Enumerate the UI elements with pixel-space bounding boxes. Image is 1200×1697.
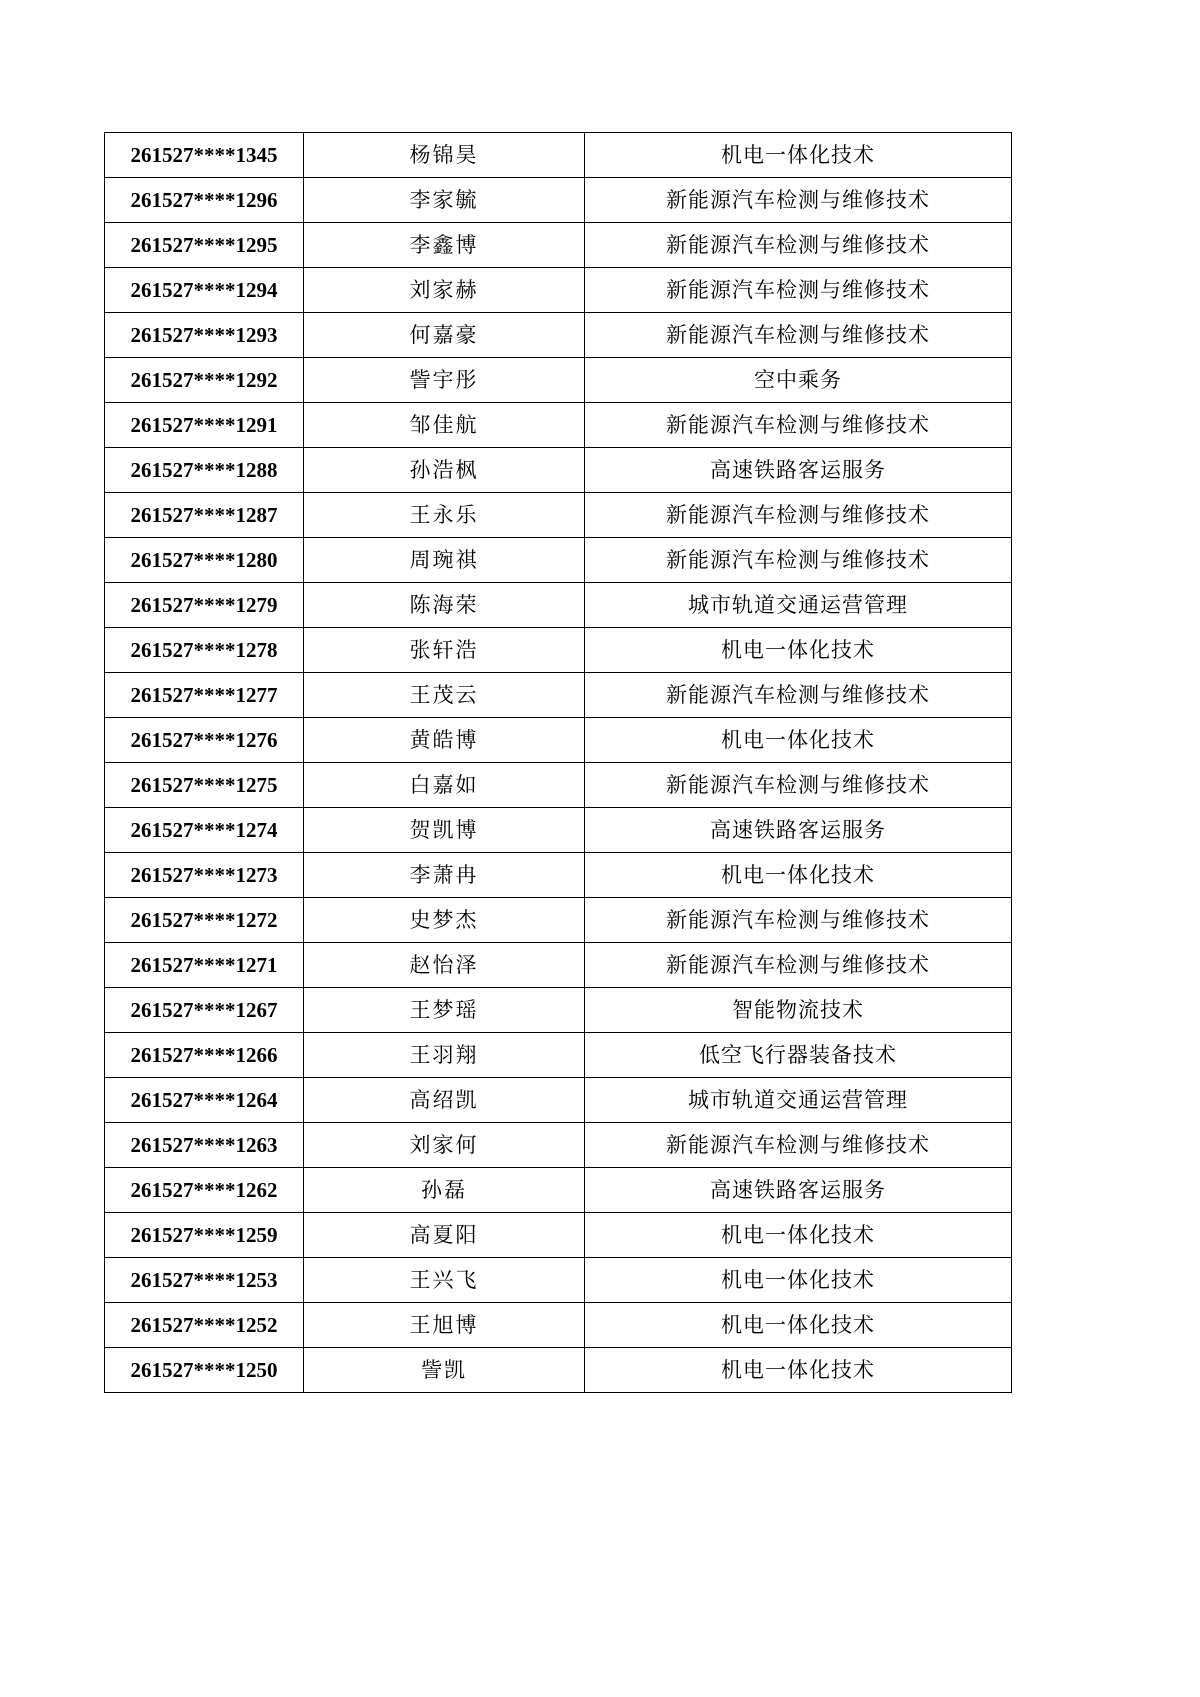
cell-id: 261527****1291 (105, 403, 304, 448)
table-row (105, 223, 1012, 268)
cell-major: 新能源汽车检测与维修技术 (585, 313, 1012, 358)
cell-name: 李鑫博 (304, 223, 585, 268)
cell-id: 261527****1267 (105, 988, 304, 1033)
cell-id: 261527****1295 (105, 223, 304, 268)
cell-id: 261527****1278 (105, 628, 304, 673)
cell-major: 新能源汽车检测与维修技术 (585, 673, 1012, 718)
cell-name: 史梦杰 (304, 898, 585, 943)
table-row (105, 538, 1012, 583)
table-row (105, 1123, 1012, 1168)
cell-id: 261527****1262 (105, 1168, 304, 1213)
cell-major: 机电一体化技术 (585, 718, 1012, 763)
cell-name: 王梦瑶 (304, 988, 585, 1033)
cell-id: 261527****1263 (105, 1123, 304, 1168)
table-row (105, 1213, 1012, 1258)
cell-id: 261527****1273 (105, 853, 304, 898)
cell-name: 白嘉如 (304, 763, 585, 808)
cell-name: 邹佳航 (304, 403, 585, 448)
cell-id: 261527****1279 (105, 583, 304, 628)
table-row (105, 493, 1012, 538)
cell-major: 机电一体化技术 (585, 628, 1012, 673)
roster-table (104, 132, 1012, 1393)
cell-name: 刘家何 (304, 1123, 585, 1168)
cell-name: 杨锦昊 (304, 133, 585, 178)
cell-major: 机电一体化技术 (585, 1348, 1012, 1393)
cell-id: 261527****1259 (105, 1213, 304, 1258)
cell-major: 城市轨道交通运营管理 (585, 583, 1012, 628)
cell-id: 261527****1288 (105, 448, 304, 493)
cell-major: 高速铁路客运服务 (585, 1168, 1012, 1213)
table-row (105, 358, 1012, 403)
cell-name: 訾宇彤 (304, 358, 585, 403)
table-row (105, 313, 1012, 358)
cell-major: 机电一体化技术 (585, 853, 1012, 898)
cell-name: 陈海荣 (304, 583, 585, 628)
table-row (105, 1348, 1012, 1393)
cell-name: 李家毓 (304, 178, 585, 223)
table-row (105, 1303, 1012, 1348)
cell-major: 城市轨道交通运营管理 (585, 1078, 1012, 1123)
cell-name: 高绍凯 (304, 1078, 585, 1123)
cell-id: 261527****1266 (105, 1033, 304, 1078)
table-row (105, 1033, 1012, 1078)
table-row (105, 718, 1012, 763)
table-row (105, 178, 1012, 223)
cell-major: 机电一体化技术 (585, 1303, 1012, 1348)
cell-id: 261527****1274 (105, 808, 304, 853)
cell-name: 王永乐 (304, 493, 585, 538)
cell-id: 261527****1287 (105, 493, 304, 538)
cell-name: 张轩浩 (304, 628, 585, 673)
cell-major: 高速铁路客运服务 (585, 808, 1012, 853)
cell-id: 261527****1292 (105, 358, 304, 403)
cell-major: 新能源汽车检测与维修技术 (585, 898, 1012, 943)
cell-id: 261527****1272 (105, 898, 304, 943)
cell-name: 孙磊 (304, 1168, 585, 1213)
cell-major: 新能源汽车检测与维修技术 (585, 223, 1012, 268)
table-row (105, 1258, 1012, 1303)
cell-id: 261527****1250 (105, 1348, 304, 1393)
cell-id: 261527****1275 (105, 763, 304, 808)
cell-name: 刘家赫 (304, 268, 585, 313)
table-row (105, 448, 1012, 493)
cell-major: 空中乘务 (585, 358, 1012, 403)
cell-name: 高夏阳 (304, 1213, 585, 1258)
roster-table-body (105, 133, 1012, 1393)
cell-name: 何嘉豪 (304, 313, 585, 358)
cell-name: 李萧冉 (304, 853, 585, 898)
cell-major: 智能物流技术 (585, 988, 1012, 1033)
cell-name: 孙浩枫 (304, 448, 585, 493)
table-row (105, 1078, 1012, 1123)
table-row (105, 583, 1012, 628)
cell-name: 周琬祺 (304, 538, 585, 583)
table-row (105, 403, 1012, 448)
cell-name: 訾凯 (304, 1348, 585, 1393)
table-row (105, 1168, 1012, 1213)
table-row (105, 763, 1012, 808)
cell-id: 261527****1277 (105, 673, 304, 718)
table-row (105, 628, 1012, 673)
cell-major: 新能源汽车检测与维修技术 (585, 763, 1012, 808)
table-row (105, 673, 1012, 718)
cell-name: 赵怡泽 (304, 943, 585, 988)
table-row (105, 808, 1012, 853)
cell-major: 机电一体化技术 (585, 133, 1012, 178)
cell-name: 贺凯博 (304, 808, 585, 853)
table-row (105, 853, 1012, 898)
cell-major: 新能源汽车检测与维修技术 (585, 403, 1012, 448)
cell-major: 机电一体化技术 (585, 1258, 1012, 1303)
cell-id: 261527****1296 (105, 178, 304, 223)
table-row (105, 988, 1012, 1033)
cell-major: 新能源汽车检测与维修技术 (585, 493, 1012, 538)
cell-major: 高速铁路客运服务 (585, 448, 1012, 493)
cell-name: 王兴飞 (304, 1258, 585, 1303)
cell-major: 低空飞行器装备技术 (585, 1033, 1012, 1078)
cell-name: 黄皓博 (304, 718, 585, 763)
cell-id: 261527****1271 (105, 943, 304, 988)
cell-id: 261527****1253 (105, 1258, 304, 1303)
cell-major: 新能源汽车检测与维修技术 (585, 538, 1012, 583)
cell-major: 新能源汽车检测与维修技术 (585, 1123, 1012, 1168)
cell-id: 261527****1293 (105, 313, 304, 358)
table-row (105, 943, 1012, 988)
cell-name: 王旭博 (304, 1303, 585, 1348)
cell-name: 王羽翔 (304, 1033, 585, 1078)
table-row (105, 268, 1012, 313)
cell-major: 新能源汽车检测与维修技术 (585, 268, 1012, 313)
cell-id: 261527****1264 (105, 1078, 304, 1123)
table-row (105, 133, 1012, 178)
cell-major: 新能源汽车检测与维修技术 (585, 943, 1012, 988)
cell-id: 261527****1276 (105, 718, 304, 763)
table-row (105, 898, 1012, 943)
cell-id: 261527****1294 (105, 268, 304, 313)
cell-id: 261527****1345 (105, 133, 304, 178)
cell-id: 261527****1252 (105, 1303, 304, 1348)
cell-major: 机电一体化技术 (585, 1213, 1012, 1258)
cell-major: 新能源汽车检测与维修技术 (585, 178, 1012, 223)
cell-id: 261527****1280 (105, 538, 304, 583)
cell-name: 王茂云 (304, 673, 585, 718)
